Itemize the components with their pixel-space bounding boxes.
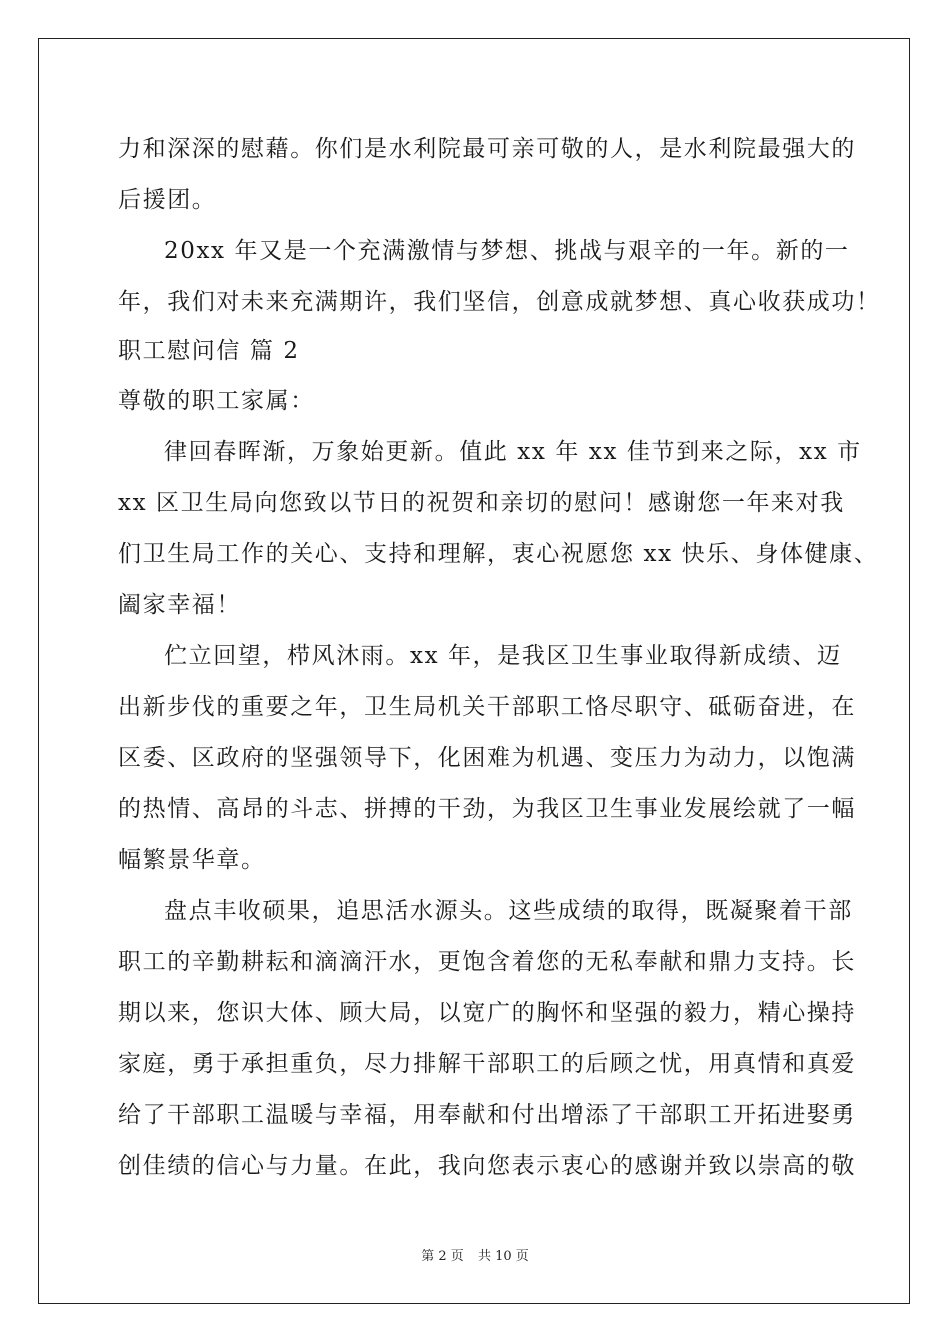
text-line: 后援团。 — [118, 187, 217, 213]
text-line: 幅繁景华章。 — [118, 847, 266, 873]
section-heading: 职工慰问信 篇 2 — [118, 338, 300, 364]
text-line: 区委、区政府的坚强领导下，化困难为机遇、变压力为动力，以饱满 — [118, 745, 856, 771]
salutation: 尊敬的职工家属： — [118, 388, 315, 414]
text-line: xx 区卫生局向您致以节日的祝贺和亲切的慰问！感谢您一年来对我 — [118, 490, 845, 516]
text-line: 年，我们对未来充满期许，我们坚信，创意成就梦想、真心收获成功！ — [118, 289, 881, 315]
page-number: 第 2 页 — [421, 1249, 464, 1264]
text-line: 期以来，您识大体、顾大局，以宽广的胸怀和坚强的毅力，精心操持 — [118, 1000, 856, 1026]
text-line: 家庭，勇于承担重负，尽力排解干部职工的后顾之忧，用真情和真爱 — [118, 1051, 856, 1077]
page-footer — [0, 1245, 950, 1264]
text-line: 盘点丰收硕果，追思活水源头。这些成绩的取得，既凝聚着干部 — [164, 898, 853, 924]
text-line: 出新步伐的重要之年，卫生局机关干部职工恪尽职守、砥砺奋进，在 — [118, 694, 856, 720]
text-line: 们卫生局工作的关心、支持和理解，衷心祝愿您 xx 快乐、身体健康、 — [118, 541, 879, 567]
text-line: 创佳绩的信心与力量。在此，我向您表示衷心的感谢并致以崇高的敬 — [118, 1153, 856, 1179]
text-line: 职工的辛勤耕耘和滴滴汗水，更饱含着您的无私奉献和鼎力支持。长 — [118, 949, 856, 975]
text-line: 给了干部职工温暖与幸福，用奉献和付出增添了干部职工开拓进娶勇 — [118, 1102, 856, 1128]
page-total: 共 10 页 — [477, 1249, 529, 1264]
text-line: 力和深深的慰藉。你们是水利院最可亲可敬的人，是水利院最强大的 — [118, 136, 856, 162]
text-line: 的热情、高昂的斗志、拼搏的干劲，为我区卫生事业发展绘就了一幅 — [118, 796, 856, 822]
text-line: 20xx 年又是一个充满激情与梦想、挑战与艰辛的一年。新的一 — [164, 238, 850, 264]
text-line: 阖家幸福！ — [118, 592, 241, 618]
text-line: 律回春晖渐，万象始更新。值此 xx 年 xx 佳节到来之际，xx 市 — [164, 439, 862, 465]
text-line: 伫立回望，栉风沐雨。xx 年，是我区卫生事业取得新成绩、迈 — [164, 643, 842, 669]
